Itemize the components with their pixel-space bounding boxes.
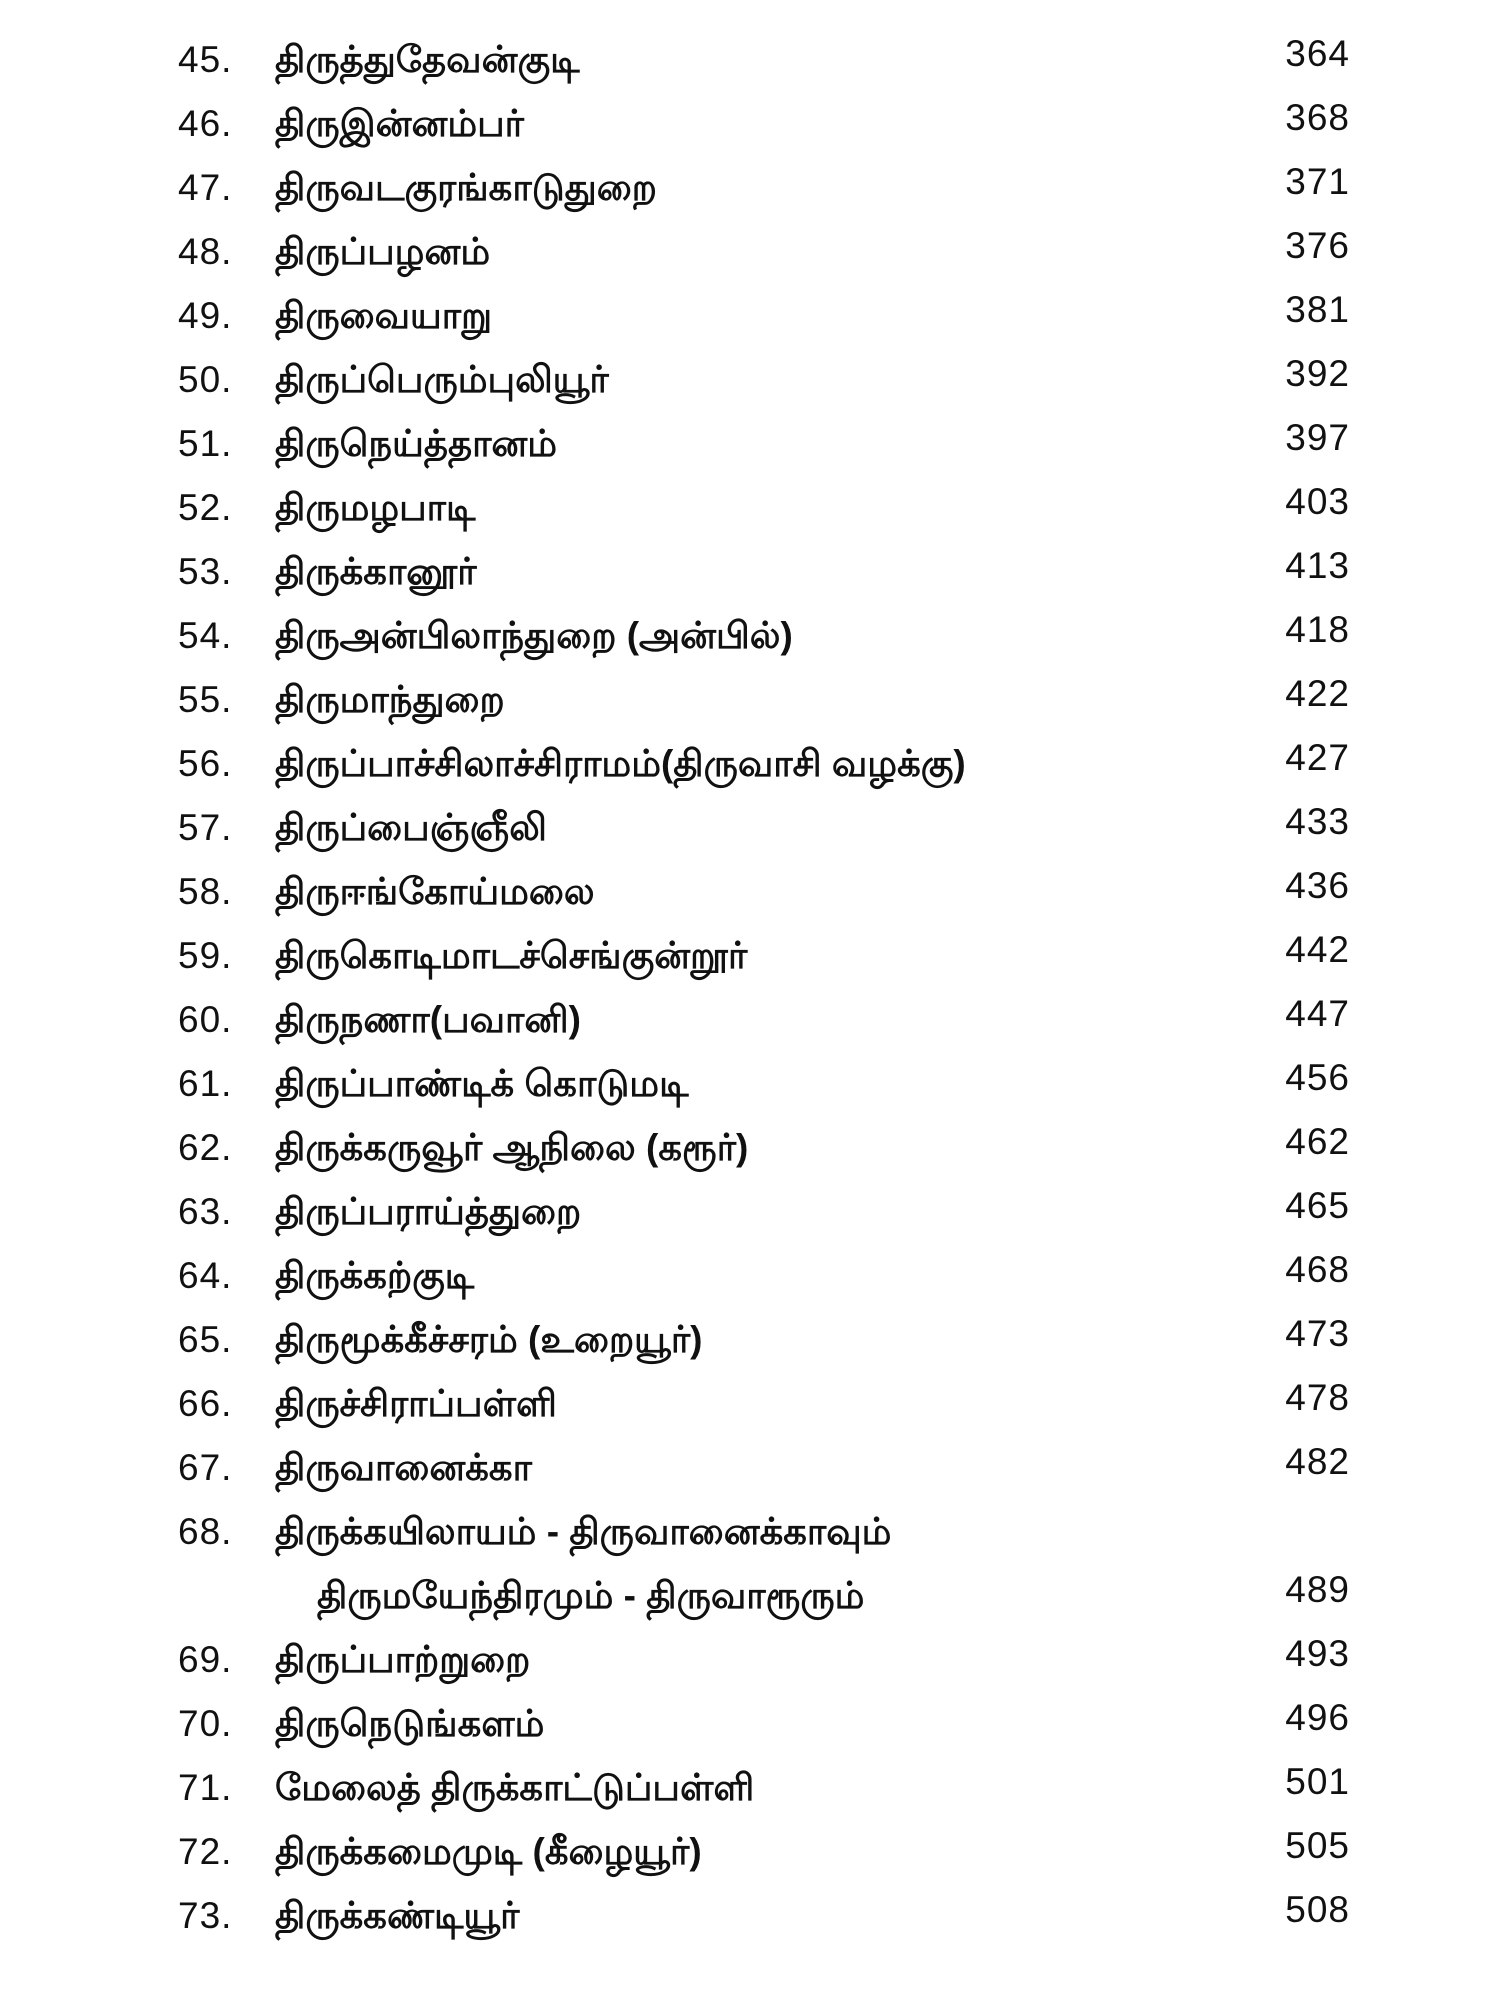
- entry-title: திருக்கயிலாயம் - திருவானைக்காவும்: [275, 1511, 892, 1552]
- entry-number: 65.: [178, 1319, 233, 1360]
- entry-title: திருத்துதேவன்குடி: [275, 39, 580, 80]
- entry-number: 46.: [178, 103, 233, 144]
- entry-page-number: 392: [1285, 353, 1350, 394]
- entry-page-number: 413: [1285, 545, 1350, 586]
- toc-entry: [0, 476, 1500, 540]
- toc-entry: [0, 604, 1500, 668]
- toc-entry: [0, 924, 1500, 988]
- toc-entry: [0, 796, 1500, 860]
- entry-title: திருக்கானூர்: [275, 551, 477, 592]
- entry-page-number: 493: [1285, 1633, 1350, 1674]
- entry-page-number: 371: [1285, 161, 1350, 202]
- toc-entry: [0, 1116, 1500, 1180]
- toc-entry: [0, 1692, 1500, 1756]
- entry-number: 50.: [178, 359, 233, 400]
- entry-title: திருஈங்கோய்மலை: [275, 871, 595, 912]
- entry-page-number: 442: [1285, 929, 1350, 970]
- toc-entry: [0, 1436, 1500, 1500]
- entry-number: 48.: [178, 231, 233, 272]
- entry-title: திருக்கருவூர் ஆநிலை (கரூர்): [275, 1127, 749, 1168]
- entry-number: 51.: [178, 423, 233, 464]
- toc-entry: [0, 28, 1500, 92]
- entry-number: 59.: [178, 935, 233, 976]
- toc-entry: [0, 988, 1500, 1052]
- entry-number: 70.: [178, 1703, 233, 1744]
- toc-entry: [0, 732, 1500, 796]
- entry-number: 52.: [178, 487, 233, 528]
- entry-page-number: 465: [1285, 1185, 1350, 1226]
- entry-title: திருஅன்பிலாந்துறை (அன்பில்): [275, 615, 793, 656]
- entry-page-number: 462: [1285, 1121, 1350, 1162]
- entry-title: திருச்சிராப்பள்ளி: [275, 1383, 557, 1424]
- entry-number: 60.: [178, 999, 233, 1040]
- entry-page-number: 505: [1285, 1825, 1350, 1866]
- entry-number: 73.: [178, 1895, 233, 1936]
- entry-number: 71.: [178, 1767, 233, 1808]
- toc-entry: [0, 1372, 1500, 1436]
- toc-entry: [0, 412, 1500, 476]
- entry-title: திருநெய்த்தானம்: [275, 423, 558, 464]
- entry-number: 63.: [178, 1191, 233, 1232]
- entry-title: திருப்பைஞ்ஞீலி: [275, 807, 547, 848]
- entry-page-number: 427: [1285, 737, 1350, 778]
- entry-page-number: 468: [1285, 1249, 1350, 1290]
- entry-number: 58.: [178, 871, 233, 912]
- toc-entry: [0, 1884, 1500, 1948]
- toc-entry-continuation: [0, 1564, 1500, 1628]
- entry-page-number: 368: [1285, 97, 1350, 138]
- entry-number: 49.: [178, 295, 233, 336]
- table-of-contents: [0, 28, 1500, 1948]
- entry-number: 55.: [178, 679, 233, 720]
- entry-number: 72.: [178, 1831, 233, 1872]
- entry-number: 57.: [178, 807, 233, 848]
- entry-page-number: 501: [1285, 1761, 1350, 1802]
- entry-title: திருப்பாண்டிக் கொடுமடி: [275, 1063, 689, 1104]
- entry-title: மேலைத் திருக்காட்டுப்பள்ளி: [275, 1767, 755, 1808]
- toc-entry: [0, 1308, 1500, 1372]
- entry-title: திருப்பாச்சிலாச்சிராமம்(திருவாசி வழக்கு): [275, 743, 966, 784]
- toc-entry: [0, 1628, 1500, 1692]
- entry-title: திருவானைக்கா: [275, 1447, 532, 1488]
- toc-entry: [0, 1756, 1500, 1820]
- entry-page-number: 436: [1285, 865, 1350, 906]
- entry-number: 56.: [178, 743, 233, 784]
- entry-number: 61.: [178, 1063, 233, 1104]
- entry-number: 54.: [178, 615, 233, 656]
- entry-title: திருமழபாடி: [275, 487, 476, 528]
- toc-entry: [0, 156, 1500, 220]
- entry-number: 67.: [178, 1447, 233, 1488]
- entry-number: 62.: [178, 1127, 233, 1168]
- entry-page-number: 447: [1285, 993, 1350, 1034]
- entry-page-number: 508: [1285, 1889, 1350, 1930]
- toc-entry: [0, 540, 1500, 604]
- entry-title: திருப்பராய்த்துறை: [275, 1191, 582, 1232]
- entry-page-number: 456: [1285, 1057, 1350, 1098]
- entry-number: 64.: [178, 1255, 233, 1296]
- entry-page-number: 473: [1285, 1313, 1350, 1354]
- entry-page-number: 397: [1285, 417, 1350, 458]
- entry-page-number: 381: [1285, 289, 1350, 330]
- entry-number: 66.: [178, 1383, 233, 1424]
- entry-title: திருநணா(பவானி): [275, 999, 581, 1040]
- entry-page-number: 422: [1285, 673, 1350, 714]
- entry-title: திருவையாறு: [275, 295, 493, 336]
- entry-page-number: 433: [1285, 801, 1350, 842]
- toc-entry: [0, 1820, 1500, 1884]
- entry-title: திருஇன்னம்பர்: [275, 103, 524, 144]
- toc-entry: [0, 668, 1500, 732]
- entry-page-number: 496: [1285, 1697, 1350, 1738]
- entry-title-continuation: திருமயேந்திரமும் - திருவாரூரும்: [317, 1575, 865, 1616]
- toc-entry: [0, 348, 1500, 412]
- entry-number: 69.: [178, 1639, 233, 1680]
- entry-title: திருவடகுரங்காடுதுறை: [275, 167, 657, 208]
- entry-page-number: 482: [1285, 1441, 1350, 1482]
- entry-number: 45.: [178, 39, 233, 80]
- entry-page-number: 364: [1285, 33, 1350, 74]
- toc-entry: [0, 1244, 1500, 1308]
- entry-number: 68.: [178, 1511, 233, 1552]
- toc-entry: [0, 860, 1500, 924]
- entry-title: திருப்பாற்றுறை: [275, 1639, 531, 1680]
- entry-title: திருநெடுங்களம்: [275, 1703, 545, 1744]
- toc-entry: [0, 92, 1500, 156]
- entry-title: திருகொடிமாடச்செங்குன்றூர்: [275, 935, 748, 976]
- entry-page-number: 403: [1285, 481, 1350, 522]
- entry-page-number: 489: [1285, 1569, 1350, 1610]
- entry-title: திருக்கண்டியூர்: [275, 1895, 520, 1936]
- toc-entry: [0, 1052, 1500, 1116]
- entry-title: திருமாந்துறை: [275, 679, 505, 720]
- toc-entry: [0, 284, 1500, 348]
- entry-title: திருக்கமைமுடி (கீழையூர்): [275, 1831, 702, 1872]
- entry-number: 47.: [178, 167, 233, 208]
- entry-page-number: 376: [1285, 225, 1350, 266]
- toc-entry: [0, 220, 1500, 284]
- entry-title: திருப்பெரும்புலியூர்: [275, 359, 609, 400]
- entry-number: 53.: [178, 551, 233, 592]
- entry-page-number: 478: [1285, 1377, 1350, 1418]
- toc-entry: [0, 1180, 1500, 1244]
- entry-title: திருமூக்கீச்சரம் (உறையூர்): [275, 1319, 703, 1360]
- toc-entry: [0, 1500, 1500, 1564]
- entry-title: திருப்பழனம்: [275, 231, 491, 272]
- entry-title: திருக்கற்குடி: [275, 1255, 475, 1296]
- entry-page-number: 418: [1285, 609, 1350, 650]
